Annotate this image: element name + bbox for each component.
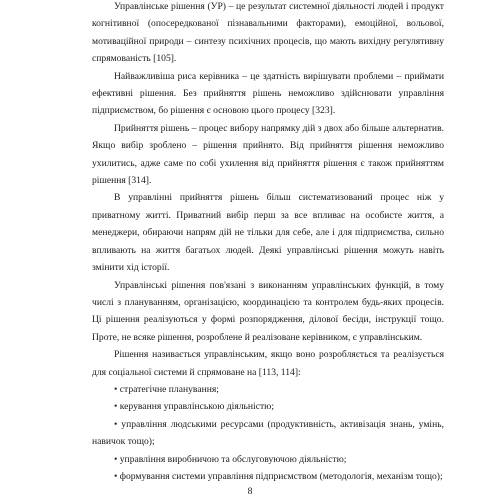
- list-item: • управління виробничою та обслуговуючою діяльністю;: [114, 453, 347, 465]
- paragraph-manager-trait: Найважливіша риса керівника – це здатність вирішувати проблеми – приймати ефективні рішення. Без прийняття рішень неможливо здійснювати управління підприємством, бо рішення є основою цього процесу [323].: [92, 70, 444, 117]
- paragraph-definition: Управлінське рішення (УР) – це результат системної діяльності людей і продукт когнітивної (опосередкованої пізнавальними факторами), емоційної, вольової, мотиваційної природи – синтезу психічних процесів, що мають вихідну регулятивну спрямованість [105].: [92, 1, 444, 65]
- paragraph-management-process: В управлінні прийняття рішень більш систематизований процес ніж у приватному житті. Приватний вибір перш за все впливає на особисте життя, а менеджери, обираючи напрям дій не тільки для себе, але і для підприємства, сильно впливають на життя багатьох людей. Деякі управлінські рішення можуть навіть змінити хід історії.: [92, 192, 444, 274]
- list-item: • керування управлінською діяльністю;: [114, 401, 274, 413]
- list-item: • управління людськими ресурсами (продуктивність, активізація знань, умінь, навичок тощо);: [92, 418, 444, 448]
- page-number: 8: [247, 486, 253, 497]
- list-item: • формування системи управління підприємством (методологія, механізм тощо);: [114, 470, 443, 482]
- page-content: [92, 0, 444, 485]
- list-item: • стратегічне планування;: [114, 383, 219, 395]
- paragraph-managerial-decision: Рішення називається управлінським, якщо воно розробляється та реалізується для соціальної системи й спрямоване на [113, 114]:: [92, 349, 444, 378]
- paragraph-decision-making: Прийняття рішень – процес вибору напрямку дій з двох або більше альтернатив. Якщо вибір зроблено – рішення прийнято. Від прийняття рішення неможливо ухилитись, адже саме по собі ухилення від прийняття рішення є також прийняттям рішення [314].: [92, 122, 444, 187]
- paragraph-management-functions: Управлінські рішення пов'язані з виконанням управлінських функцій, в тому числі з плануванням, організацією, координацією та контролем будь-яких процесів. Ці рішення реалізуються у формі розпорядження, ділової бесіди, інструкції тощо. Проте, не всяке рішення, розроблене й реалізоване керівником, є управлінським.: [92, 279, 444, 343]
